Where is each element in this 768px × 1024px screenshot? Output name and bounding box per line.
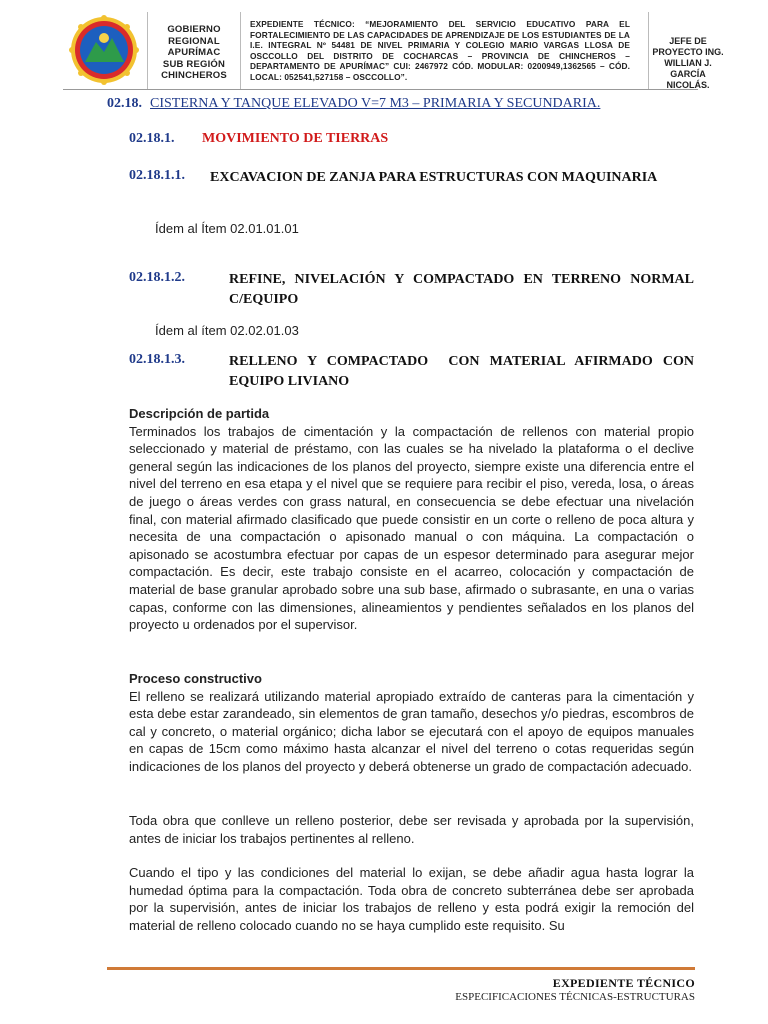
item-title: REFINE, NIVELACIÓN Y COMPACTADO EN TERRENO NORMAL C/EQUIPO	[229, 272, 694, 307]
section-number: 02.18.	[107, 96, 142, 111]
item-number: 02.18.1.1.	[129, 168, 185, 183]
process-paragraph: El relleno se realizará utilizando material apropiado extraído de canteras para la cimentación y esta debe estar zarandeado, sin elementos de gran tamaño, desechos y/o piedras, escombros de cal y concreto, o material orgánico; dicha labor se ejecutará con el apoyo de equipos manuales en capas de 15cm como máximo hasta alcanzar el nivel del terreno o cotas requeridas según indicaciones de los planos del proyecto y deberá obtenerse un grado de compactación adecuado.	[129, 688, 694, 774]
header-divider	[240, 12, 241, 89]
item-number: 02.18.1.3.	[129, 352, 185, 367]
footer-subtitle: ESPECIFICACIONES TÉCNICAS-ESTRUCTURAS	[455, 991, 695, 1003]
item-number: 02.18.1.2.	[129, 270, 185, 285]
leader-line: NICOLÁS.	[666, 80, 710, 90]
footer-title: EXPEDIENTE TÉCNICO	[552, 976, 695, 990]
org-line: APURÍMAC	[167, 47, 221, 58]
header-divider	[147, 12, 148, 89]
description-paragraph: Terminados los trabajos de cimentación y la compactación de rellenos con material propio seleccionado y material de préstamo, con las cuales se ha nivelado la plataforma o el declive general según las indicaciones de los planos del proyecto, siempre existe una diferencia entre el nivel del terreno en esa etapa y el nivel que se requiere para recibir el piso, vereda, losa, o áreas de juego o áreas verdes con grass natural, en consecuencia se debe efectuar una nivelación final, con material afirmado clasificado que puede consistir en un corte o relleno de poca altura y necesita de una compactación o apisonado manual o con máquina. La compactación o apisonado se acostumbra efectuar por capas de un espesor determinado para asegurar mejor compactación. Es decir, este trabajo consiste en el acarreo, colocación y compactación de material de base granular aprobado sobre una sub base, afirmado o subrasante, en una o varias capas, conforme con las dimensiones, alineamientos y pendientes señalados en los planos del proyecto u ordenados por el supervisor.	[129, 423, 694, 633]
item-title: RELLENO Y COMPACTADO CON MATERIAL AFIRMADO CON EQUIPO LIVIANO	[229, 354, 698, 389]
header-project-leader	[652, 36, 724, 91]
description-heading: Descripción de partida	[129, 406, 270, 421]
leader-line: JEFE DE	[669, 36, 707, 46]
org-line: GOBIERNO	[167, 24, 221, 35]
regional-emblem-logo	[63, 14, 145, 86]
section-heading	[107, 96, 600, 112]
process-paragraph: Cuando el tipo y las condiciones del material lo exijan, se debe añadir agua hasta lograr la humedad óptima para la compactación. Toda obra de concreto subterránea debe ser aprobada por la supervisión, antes de iniciar los trabajos de relleno y esta podrá exigir la remoción del material de relleno colocado cuando no se haya cumplido este requisito. Su	[129, 865, 694, 933]
process-block	[129, 670, 694, 776]
org-line: CHINCHEROS	[161, 70, 227, 81]
item-reference-note: Ídem al ítem 02.02.01.03	[155, 323, 299, 338]
org-line: SUB REGIÓN	[162, 58, 226, 70]
subsection-title: MOVIMIENTO DE TIERRAS	[202, 131, 389, 146]
item-title: EXCAVACION DE ZANJA PARA ESTRUCTURAS CON MAQUINARIA	[210, 170, 658, 185]
header-project-description: EXPEDIENTE TÉCNICO: “MEJORAMIENTO DEL SERVICIO EDUCATIVO PARA EL FORTALECIMIENTO DE LAS CAPACIDADES DE APRENDIZAJE DE LOS ESTUDIANTES DE LA I.E. INTEGRAL Nº 54481 DE NIVEL PRIMARIA Y COLEGIO MARIO VARGAS LLOSA DE OSCCOLLO DEL DISTRITO DE COCHARCAS – PROVINCIA DE CHINCHEROS – DEPARTAMENTO DE APURÍMAC” CUI: 2467972 CÓD. MODULAR: 0200949,1362565 – CÓD. LOCAL: 052541,527158 – OSCCOLLO”.	[250, 19, 630, 82]
section-title: CISTERNA Y TANQUE ELEVADO V=7 M3 – PRIMARIA Y SECUNDARIA.	[150, 96, 601, 111]
header-organization	[150, 24, 238, 82]
header-divider	[648, 12, 649, 89]
subsection-number: 02.18.1.	[129, 131, 175, 146]
leader-line: WILLIAN J. GARCÍA	[664, 58, 712, 79]
process-block	[129, 812, 694, 847]
leader-line: PROYECTO ING.	[652, 47, 724, 57]
process-paragraph: Toda obra que conlleve un relleno posterior, debe ser revisada y aprobada por la supervisión, antes de iniciar los trabajos pertinentes al relleno.	[129, 813, 694, 846]
footer-rule	[107, 967, 695, 970]
subsection-heading	[129, 131, 389, 147]
org-line: REGIONAL	[168, 35, 220, 47]
process-block	[129, 864, 694, 934]
process-heading: Proceso constructivo	[129, 671, 262, 686]
description-block	[129, 405, 694, 634]
item-reference-note: Ídem al Ítem 02.01.01.01	[155, 221, 299, 236]
